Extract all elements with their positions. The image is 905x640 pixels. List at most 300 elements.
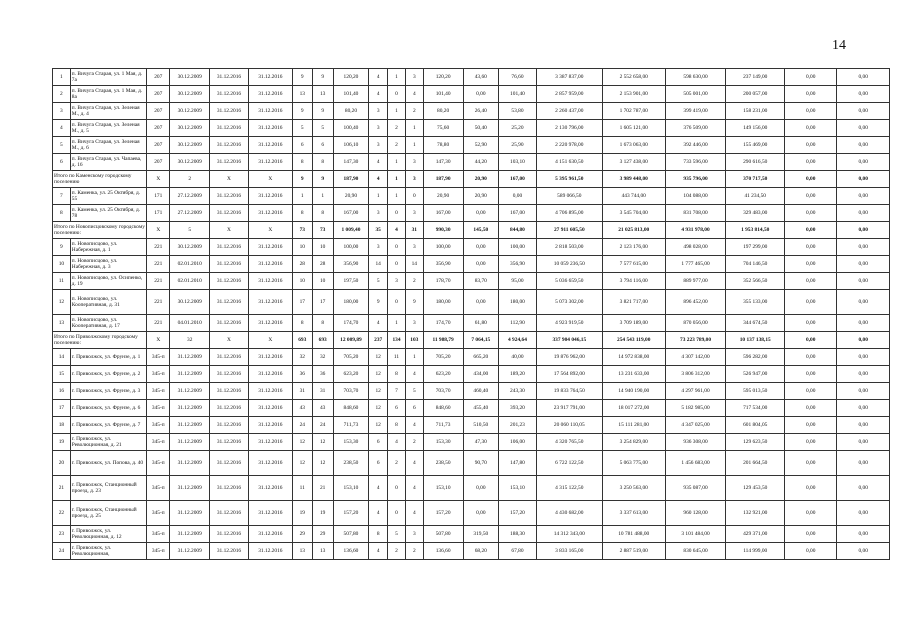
table-cell: 10: [292, 273, 312, 290]
table-cell: 0,00: [837, 366, 890, 383]
table-cell: 31.12.2016: [248, 434, 292, 451]
table-cell: 3: [405, 205, 423, 222]
table-cell: 337 904 046,15: [536, 332, 602, 349]
table-cell: 1: [388, 103, 406, 120]
table-cell: 0,00: [785, 256, 837, 273]
table-row: [53, 188, 890, 205]
table-cell: 78,80: [423, 137, 463, 154]
table-cell: 0,00: [785, 239, 837, 256]
table-cell: 23 917 791,00: [536, 400, 602, 417]
table-cell: 3 821 717,00: [602, 290, 665, 315]
table-cell: 5: [388, 526, 406, 543]
table-cell: 4 151 630,50: [536, 154, 602, 171]
table-cell: 0,00: [499, 188, 537, 205]
table-cell: 31: [405, 222, 423, 239]
table-cell: 889 977,00: [665, 273, 726, 290]
table-cell: 0,00: [463, 476, 499, 501]
table-cell: 9: [312, 103, 333, 120]
address-cell: г. Приволжск, ул. Фрунзе, д. 2: [70, 366, 146, 383]
table-cell: 17 564 892,00: [536, 366, 602, 383]
table-cell: 32: [312, 349, 333, 366]
address-cell: п. Новописцово, ул. Осипенко, д. 19: [70, 273, 146, 290]
table-cell: 145,50: [463, 222, 499, 239]
table-cell: 1 673 063,00: [602, 137, 665, 154]
table-cell: 4 347 025,00: [665, 417, 726, 434]
table-cell: 1: [388, 171, 406, 188]
table-cell: 221: [147, 273, 170, 290]
table-cell: 0: [388, 501, 406, 526]
table-cell: 1: [405, 120, 423, 137]
table-cell: 31.12.2016: [248, 290, 292, 315]
table-cell: 345-п: [147, 400, 170, 417]
table-cell: 356,90: [423, 256, 463, 273]
table-cell: 221: [147, 290, 170, 315]
table-cell: 0,00: [837, 256, 890, 273]
table-cell: 61,80: [463, 315, 499, 332]
table-cell: 101,40: [333, 86, 369, 103]
table-cell: 136,60: [423, 543, 463, 560]
table-cell: 0,00: [837, 400, 890, 417]
table-cell: 104 088,00: [665, 188, 726, 205]
table-cell: 11 988,79: [423, 332, 463, 349]
table-cell: 80,20: [333, 103, 369, 120]
table-cell: 129 623,50: [726, 434, 785, 451]
table-cell: X: [147, 222, 170, 239]
table-cell: 18 017 272,00: [602, 400, 665, 417]
table-cell: 2 857 959,00: [536, 86, 602, 103]
table-cell: 5: [405, 383, 423, 400]
table-cell: 9: [53, 239, 71, 256]
table-cell: 120,20: [333, 69, 369, 86]
table-cell: 1: [388, 69, 406, 86]
address-cell: г. Приволжск, ул. Революционная,: [70, 543, 146, 560]
table-cell: 3: [405, 69, 423, 86]
table-row: [53, 86, 890, 103]
table-cell: 376 509,00: [665, 120, 726, 137]
table-cell: 207: [147, 154, 170, 171]
table-cell: 4: [369, 86, 388, 103]
table-cell: 31.12.2016: [210, 239, 249, 256]
table-cell: 31.12.2016: [210, 383, 249, 400]
table-cell: 319,50: [463, 526, 499, 543]
table-cell: 1: [388, 315, 406, 332]
table-cell: 153,30: [423, 434, 463, 451]
table-cell: 31.12.2009: [170, 476, 210, 501]
table-cell: 10: [312, 273, 333, 290]
table-cell: 31.12.2016: [248, 417, 292, 434]
address-cell: г. Приволжск, ул. Фрунзе, д. 1: [70, 349, 146, 366]
table-cell: 31.12.2016: [210, 205, 249, 222]
table-cell: 6: [388, 400, 406, 417]
table-cell: 11: [53, 273, 71, 290]
table-cell: 180,00: [423, 290, 463, 315]
table-cell: 0,00: [785, 332, 837, 349]
table-cell: 9: [369, 290, 388, 315]
table-cell: 0,00: [785, 417, 837, 434]
table-cell: 4: [405, 86, 423, 103]
table-cell: 623,20: [423, 366, 463, 383]
table-cell: 1: [388, 154, 406, 171]
table-cell: 21: [53, 476, 71, 501]
table-cell: 704 146,50: [726, 256, 785, 273]
table-cell: 356,90: [333, 256, 369, 273]
table-cell: 18: [53, 417, 71, 434]
table-cell: 0: [388, 239, 406, 256]
address-cell: п. Новописцово, ул. Набережная, д. 3: [70, 256, 146, 273]
table-cell: 28: [312, 256, 333, 273]
table-cell: 201 664,50: [726, 451, 785, 476]
table-cell: 13: [312, 86, 333, 103]
table-cell: 4: [405, 417, 423, 434]
table-cell: 960 128,00: [665, 501, 726, 526]
table-cell: 345-п: [147, 501, 170, 526]
table-cell: 345-п: [147, 476, 170, 501]
table-cell: 3: [53, 103, 71, 120]
table-cell: 157,20: [499, 501, 537, 526]
table-cell: 83,70: [463, 273, 499, 290]
table-cell: 14 312 343,00: [536, 526, 602, 543]
table-cell: 0,00: [837, 86, 890, 103]
table-cell: 0,00: [785, 103, 837, 120]
table-cell: 8: [53, 205, 71, 222]
table-cell: 4 315 122,50: [536, 476, 602, 501]
table-cell: 507,80: [333, 526, 369, 543]
table-cell: 0,00: [837, 501, 890, 526]
table-cell: 5 063 775,00: [602, 451, 665, 476]
table-cell: 12: [312, 434, 333, 451]
table-cell: 31.12.2016: [210, 526, 249, 543]
table-cell: 43: [292, 400, 312, 417]
table-cell: 290 616,50: [726, 154, 785, 171]
table-cell: 10 781 488,00: [602, 526, 665, 543]
table-cell: 8: [388, 366, 406, 383]
table-cell: 187,90: [423, 171, 463, 188]
table-cell: 345-п: [147, 434, 170, 451]
table-cell: 693: [292, 332, 312, 349]
table-cell: X: [147, 332, 170, 349]
table-row: [53, 349, 890, 366]
table-cell: 0,00: [463, 86, 499, 103]
table-cell: 4: [388, 222, 406, 239]
table-cell: 0: [388, 205, 406, 222]
table-cell: 0,00: [837, 383, 890, 400]
table-cell: 31.12.2016: [248, 543, 292, 560]
data-table: [52, 68, 890, 560]
table-cell: 370 717,50: [726, 171, 785, 188]
table-cell: 0,00: [837, 349, 890, 366]
table-row: [53, 366, 890, 383]
table-cell: 12: [369, 400, 388, 417]
table-cell: 9: [312, 171, 333, 188]
table-cell: 101,40: [499, 86, 537, 103]
table-cell: 101,40: [423, 86, 463, 103]
table-cell: 147,80: [499, 451, 537, 476]
table-cell: 935 796,00: [665, 171, 726, 188]
table-cell: 73: [292, 222, 312, 239]
table-cell: 6: [312, 137, 333, 154]
table-cell: 2 552 658,00: [602, 69, 665, 86]
table-cell: 0,00: [785, 171, 837, 188]
table-cell: 31.12.2016: [210, 434, 249, 451]
table-cell: 0,00: [837, 417, 890, 434]
address-cell: г. Приволжск, ул. Революционная, д. 12: [70, 526, 146, 543]
table-cell: 221: [147, 239, 170, 256]
table-cell: 207: [147, 120, 170, 137]
address-cell: п. Каменка, ул. 25 Октября, д. 78: [70, 205, 146, 222]
table-cell: 12: [369, 383, 388, 400]
table-cell: 0,00: [785, 476, 837, 501]
table-cell: 9: [405, 290, 423, 315]
table-cell: 1 777 465,00: [665, 256, 726, 273]
table-cell: 100,40: [333, 120, 369, 137]
table-cell: 73 223 789,00: [665, 332, 726, 349]
table-cell: 0,00: [785, 290, 837, 315]
table-cell: 188,30: [499, 526, 537, 543]
table-cell: 4 923 919,50: [536, 315, 602, 332]
table-cell: 3: [405, 154, 423, 171]
total-label: Итого по Новописцовскому городскому поселению:: [53, 222, 147, 239]
table-cell: 0: [388, 86, 406, 103]
table-cell: 10: [292, 239, 312, 256]
table-cell: 0,00: [837, 434, 890, 451]
table-cell: 8: [292, 315, 312, 332]
table-cell: 167,00: [499, 205, 537, 222]
table-cell: 129 453,50: [726, 476, 785, 501]
table-cell: 31.12.2016: [248, 526, 292, 543]
table-cell: 31.12.2016: [248, 366, 292, 383]
table-cell: 8: [292, 205, 312, 222]
table-cell: 0,00: [837, 205, 890, 222]
table-cell: 2: [405, 103, 423, 120]
table-cell: 3: [369, 120, 388, 137]
address-cell: п. Вичуга Старая, ул. 1 Мая, д. 8а: [70, 86, 146, 103]
table-cell: 7 064,15: [463, 332, 499, 349]
table-cell: 167,00: [423, 205, 463, 222]
table-cell: 4: [388, 434, 406, 451]
table-row: [53, 383, 890, 400]
table-row: [53, 476, 890, 501]
table-row: [53, 315, 890, 332]
table-cell: 703,70: [423, 383, 463, 400]
table-row: [53, 273, 890, 290]
table-cell: 329 483,00: [726, 205, 785, 222]
table-cell: 32: [292, 349, 312, 366]
table-cell: 2 220 978,00: [536, 137, 602, 154]
table-cell: 13: [292, 543, 312, 560]
table-cell: 7 577 615,00: [602, 256, 665, 273]
table-cell: 4 430 682,00: [536, 501, 602, 526]
table-cell: 153,30: [333, 434, 369, 451]
table-cell: 0,00: [837, 315, 890, 332]
table-cell: 595 013,50: [726, 383, 785, 400]
table-cell: 167,00: [333, 205, 369, 222]
address-cell: г. Приволжск, ул. Попова, д. 40: [70, 451, 146, 476]
table-cell: 2: [170, 171, 210, 188]
table-cell: 106,00: [499, 434, 537, 451]
table-cell: 157,20: [423, 501, 463, 526]
table-cell: 711,73: [333, 417, 369, 434]
table-cell: 31.12.2009: [170, 417, 210, 434]
table-cell: 147,30: [423, 154, 463, 171]
table-cell: 344 674,50: [726, 315, 785, 332]
table-cell: 31.12.2016: [248, 205, 292, 222]
table-cell: 43: [312, 400, 333, 417]
table-cell: 2 818 503,00: [536, 239, 602, 256]
table-cell: 31.12.2016: [210, 120, 249, 137]
table-cell: 2: [388, 543, 406, 560]
table-cell: 0,00: [837, 543, 890, 560]
table-row: [53, 290, 890, 315]
table-cell: 1: [405, 137, 423, 154]
table-cell: 703,70: [333, 383, 369, 400]
table-cell: 705,20: [423, 349, 463, 366]
table-cell: 30.12.2009: [170, 154, 210, 171]
table-cell: 0,00: [837, 103, 890, 120]
table-cell: 158 231,00: [726, 103, 785, 120]
table-cell: 3 989 448,00: [602, 171, 665, 188]
table-cell: 17: [292, 290, 312, 315]
table-cell: 5: [369, 273, 388, 290]
table-cell: 2: [388, 120, 406, 137]
table-cell: 5 036 659,50: [536, 273, 602, 290]
table-cell: 623,20: [333, 366, 369, 383]
table-cell: 345-п: [147, 349, 170, 366]
address-cell: г. Приволжск, Станционный проезд, д. 23: [70, 476, 146, 501]
table-cell: 345-п: [147, 451, 170, 476]
total-label: Итого по Приволжскому городскому поселению:: [53, 332, 147, 349]
table-cell: 12: [53, 290, 71, 315]
table-cell: 31.12.2016: [248, 154, 292, 171]
table-cell: 31.12.2016: [210, 315, 249, 332]
table-cell: 103: [405, 332, 423, 349]
table-cell: 0,00: [837, 171, 890, 188]
table-cell: 50,40: [463, 120, 499, 137]
table-cell: 180,00: [333, 290, 369, 315]
table-cell: 8: [388, 417, 406, 434]
table-cell: 831 708,00: [665, 205, 726, 222]
table-cell: 392 446,00: [665, 137, 726, 154]
table-cell: 28: [292, 256, 312, 273]
table-cell: 355 133,00: [726, 290, 785, 315]
table-cell: 31.12.2016: [248, 137, 292, 154]
table-cell: 598 630,00: [665, 69, 726, 86]
table-cell: 4: [369, 476, 388, 501]
table-cell: 112,90: [499, 315, 537, 332]
table-cell: 3: [405, 315, 423, 332]
table-cell: 19: [312, 501, 333, 526]
table-cell: 896 452,00: [665, 290, 726, 315]
table-cell: 589 066,50: [536, 188, 602, 205]
table-cell: 4: [369, 501, 388, 526]
table-cell: 31.12.2009: [170, 451, 210, 476]
table-cell: 3: [369, 103, 388, 120]
table-cell: 31.12.2016: [210, 137, 249, 154]
table-cell: 8: [312, 315, 333, 332]
table-cell: 16: [53, 383, 71, 400]
table-cell: 830 645,00: [665, 543, 726, 560]
table-cell: 31.12.2016: [248, 188, 292, 205]
table-cell: 21 025 813,00: [602, 222, 665, 239]
table-cell: 2: [405, 273, 423, 290]
table-cell: X: [147, 171, 170, 188]
table-cell: 31.12.2009: [170, 501, 210, 526]
table-cell: 197,50: [333, 273, 369, 290]
table-cell: 27 911 605,50: [536, 222, 602, 239]
table-cell: 870 056,00: [665, 315, 726, 332]
table-cell: 0,00: [785, 188, 837, 205]
table-cell: 147,30: [333, 154, 369, 171]
table-cell: 7: [53, 188, 71, 205]
table-cell: 43,60: [463, 69, 499, 86]
table-cell: 174,70: [333, 315, 369, 332]
table-cell: 4 931 978,00: [665, 222, 726, 239]
table-cell: 200 057,00: [726, 86, 785, 103]
table-cell: 52,90: [463, 137, 499, 154]
table-cell: 14: [369, 256, 388, 273]
table-cell: 75,60: [423, 120, 463, 137]
table-cell: 3: [405, 239, 423, 256]
table-cell: 35: [369, 222, 388, 239]
address-cell: г. Приволжск, ул. Фрунзе, д. 7: [70, 417, 146, 434]
table-cell: 155 469,00: [726, 137, 785, 154]
table-cell: 14: [405, 256, 423, 273]
table-cell: 0,00: [837, 154, 890, 171]
table-cell: 3 254 829,00: [602, 434, 665, 451]
table-cell: 12: [369, 349, 388, 366]
table-cell: 80,20: [423, 103, 463, 120]
table-cell: 238,50: [423, 451, 463, 476]
table-cell: 36: [312, 366, 333, 383]
table-cell: 76,60: [499, 69, 537, 86]
table-cell: 31.12.2016: [210, 476, 249, 501]
address-cell: п. Новописцово, ул. Кооперативная, д. 31: [70, 290, 146, 315]
table-cell: 4: [405, 501, 423, 526]
table-cell: 0,00: [837, 476, 890, 501]
table-cell: 0,00: [463, 290, 499, 315]
table-cell: 498 028,00: [665, 239, 726, 256]
table-cell: 31.12.2016: [248, 349, 292, 366]
table-cell: 1: [369, 188, 388, 205]
table-cell: 29: [292, 526, 312, 543]
table-cell: 9: [292, 69, 312, 86]
table-cell: 31.12.2016: [210, 543, 249, 560]
table-cell: 0,00: [837, 332, 890, 349]
table-cell: 32: [170, 332, 210, 349]
table-cell: 197 299,00: [726, 239, 785, 256]
table-cell: 9: [292, 103, 312, 120]
table-cell: 6: [292, 137, 312, 154]
table-cell: 31.12.2016: [210, 501, 249, 526]
table-cell: 31.12.2009: [170, 400, 210, 417]
table-cell: 717 534,00: [726, 400, 785, 417]
table-cell: 132 921,00: [726, 501, 785, 526]
table-cell: 0,00: [785, 501, 837, 526]
table-cell: 31.12.2016: [248, 86, 292, 103]
table-cell: 47,30: [463, 434, 499, 451]
table-cell: 4: [405, 476, 423, 501]
table-cell: 31.12.2016: [210, 86, 249, 103]
table-cell: 345-п: [147, 417, 170, 434]
table-row: [53, 417, 890, 434]
table-cell: 0,00: [785, 154, 837, 171]
address-cell: п. Вичуга Старая, ул. Зеленая М., д. 5: [70, 120, 146, 137]
table-cell: 30.12.2009: [170, 103, 210, 120]
table-cell: 31.12.2016: [210, 69, 249, 86]
table-cell: 153,10: [423, 476, 463, 501]
table-cell: 31.12.2016: [210, 256, 249, 273]
table-cell: 505 001,00: [665, 86, 726, 103]
table-cell: 5: [53, 137, 71, 154]
